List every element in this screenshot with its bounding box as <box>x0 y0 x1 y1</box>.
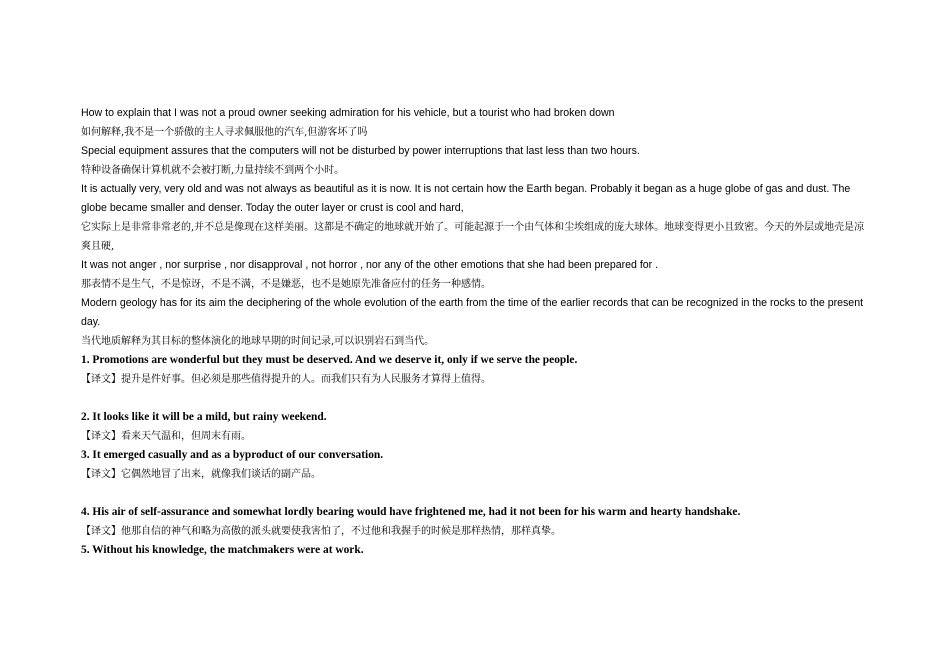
sentence-1: 1. Promotions are wonderful but they must be deserved. And we deserve it, only if we serve the people. <box>81 354 578 366</box>
paragraph-zh-4: 那表情不是生气，不是惊讶，不是不满，不是嫌恶，也不是她原先准备应付的任务一种感情。 <box>81 279 491 290</box>
paragraph-en-1: How to explain that I was not a proud owner seeking admiration for his vehicle, but a tourist who had broken down <box>81 107 615 119</box>
paragraph-en-3: It is actually very, very old and was not always as beautiful as it is now. It is not certain how the Earth began. Probably it began as a huge globe of gas and dust. The globe became smaller and denser. Today the outer layer or crust is cool and hard, <box>81 183 851 214</box>
translation-1: 【译文】提升是件好事。但必须是那些值得提升的人。而我们只有为人民服务才算得上值得。 <box>81 374 491 385</box>
sentence-5: 5. Without his knowledge, the matchmakers were at work. <box>81 544 364 556</box>
document-body <box>81 104 873 560</box>
paragraph-en-5: Modern geology has for its aim the deciphering of the whole evolution of the earth from the time of the earlier records that can be recognized in the rocks to the present day. <box>81 297 864 328</box>
blank-line <box>81 484 873 503</box>
paragraph-en-2: Special equipment assures that the computers will not be disturbed by power interruptions that last less than two hours. <box>81 145 640 157</box>
sentence-4: 4. His air of self-assurance and somewhat lordly bearing would have frightened me, had it not been for his warm and hearty handshake. <box>81 506 741 518</box>
paragraph-zh-3: 它实际上是非常非常老的,并不总是像现在这样美丽。这都是不确定的地球就开始了。可能起源于一个由气体和尘埃组成的庞大球体。地球变得更小且致密。今天的外层或地壳是凉爽且硬, <box>81 222 865 252</box>
sentence-3: 3. It emerged casually and as a byproduct of our conversation. <box>81 449 384 461</box>
sentence-2: 2. It looks like it will be a mild, but rainy weekend. <box>81 411 327 423</box>
translation-3: 【译文】它偶然地冒了出来，就像我们谈话的副产品。 <box>81 469 321 480</box>
paragraph-en-4: It was not anger , nor surprise , nor disapproval , not horror , nor any of the other emotions that she had been prepared for . <box>81 259 659 271</box>
paragraph-zh-2: 特种设备确保计算机就不会被打断,力量持续不到两个小时。 <box>81 165 345 176</box>
paragraph-zh-5: 当代地质解释为其目标的整体演化的地球早期的时间记录,可以识别岩石到当代。 <box>81 336 435 347</box>
translation-2: 【译文】看来天气温和，但周末有雨。 <box>81 431 251 442</box>
blank-line <box>81 389 873 408</box>
translation-4: 【译文】他那自信的神气和略为高傲的派头就要使我害怕了，不过他和我握手的时候是那样热情，那样真挚。 <box>81 526 561 537</box>
paragraph-zh-1: 如何解释,我不是一个骄傲的主人寻求佩服他的汽车,但游客坏了吗 <box>81 127 368 138</box>
